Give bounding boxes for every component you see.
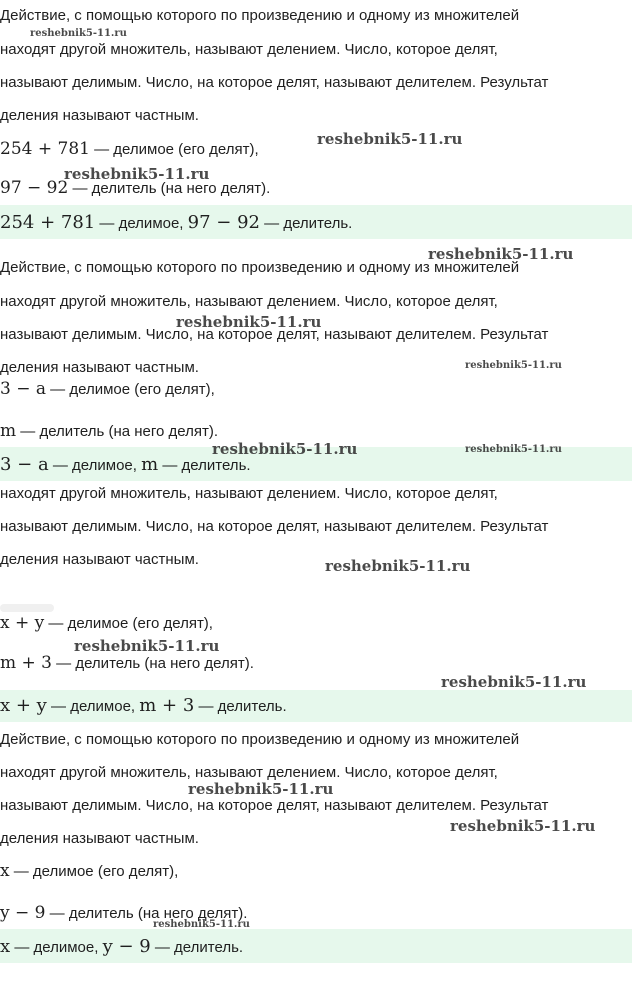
answer-divisor-label: — делитель.	[158, 457, 251, 474]
answer-dividend-expression: x	[0, 936, 11, 957]
answer-divisor-label: — делитель.	[194, 698, 287, 715]
answer-dividend-expression: x + y	[0, 695, 47, 716]
divisor-label: — делитель (на него делят).	[45, 905, 248, 922]
smudge-mark	[0, 604, 54, 612]
answer-dividend-label: — делимое,	[10, 939, 103, 956]
definition-line: называют делимым. Число, на которое делят, называют делителем. Результат	[0, 797, 549, 814]
dividend-expression: 3 − a	[0, 379, 47, 399]
answer-divisor-expression: 97 − 92	[187, 212, 260, 233]
watermark: reshebnik5-11.ru	[441, 673, 587, 691]
dividend-expression: x	[0, 861, 10, 881]
answer-line	[0, 213, 632, 234]
definition-line: деления называют частным.	[0, 830, 199, 847]
definition-line: находят другой множитель, называют делением. Число, которое делят,	[0, 41, 498, 58]
answer-dividend-label: — делимое,	[46, 698, 140, 715]
watermark: reshebnik5-11.ru	[30, 28, 127, 39]
watermark: reshebnik5-11.ru	[450, 817, 596, 835]
definition-line: называют делимым. Число, на которое делят, называют делителем. Результат	[0, 74, 549, 91]
definition-line: деления называют частным.	[0, 359, 199, 376]
definition-line: деления называют частным.	[0, 107, 199, 124]
answer-divisor-expression: m + 3	[139, 695, 195, 716]
definition-line: Действие, с помощью которого по произведению и одному из множителей	[0, 7, 520, 24]
dividend-line	[0, 379, 632, 400]
answer-line	[0, 455, 632, 476]
answer-dividend-label: — делимое,	[95, 215, 188, 232]
definition-line: называют делимым. Число, на которое делят, называют делителем. Результат	[0, 518, 549, 535]
definition-line: Действие, с помощью которого по произведению и одному из множителей	[0, 731, 520, 748]
dividend-label: — делимое (его делят),	[89, 141, 259, 158]
dividend-expression: 254 + 781	[0, 139, 90, 159]
dividend-line	[0, 861, 632, 882]
dividend-label: — делимое (его делят),	[44, 615, 213, 632]
answer-line	[0, 696, 632, 717]
definition-line: находят другой множитель, называют делением. Число, которое делят,	[0, 764, 498, 781]
answer-dividend-label: — делимое,	[48, 457, 142, 474]
divisor-expression: y − 9	[0, 903, 46, 923]
divisor-line	[0, 653, 632, 674]
definition-line: находят другой множитель, называют делением. Число, которое делят,	[0, 293, 498, 310]
answer-dividend-expression: 3 − a	[0, 454, 49, 475]
watermark: reshebnik5-11.ru	[325, 557, 471, 575]
divisor-expression: m	[0, 421, 17, 441]
watermark: reshebnik5-11.ru	[188, 780, 334, 798]
dividend-label: — делимое (его делят),	[46, 381, 215, 398]
dividend-expression: x + y	[0, 613, 45, 633]
watermark: reshebnik5-11.ru	[317, 130, 463, 148]
dividend-label: — делимое (его делят),	[9, 863, 179, 880]
answer-divisor-expression: m	[141, 454, 159, 475]
answer-divisor-expression: y − 9	[102, 936, 151, 957]
dividend-line	[0, 139, 632, 160]
answer-divisor-label: — делитель.	[260, 215, 353, 232]
definition-line: Действие, с помощью которого по произведению и одному из множителей	[0, 259, 520, 276]
watermark: reshebnik5-11.ru	[176, 313, 322, 331]
divisor-line	[0, 421, 632, 442]
watermark: reshebnik5-11.ru	[465, 444, 562, 455]
watermark: reshebnik5-11.ru	[465, 360, 562, 371]
answer-dividend-expression: 254 + 781	[0, 212, 96, 233]
dividend-line	[0, 613, 632, 634]
watermark: reshebnik5-11.ru	[64, 165, 210, 183]
watermark: reshebnik5-11.ru	[74, 637, 220, 655]
divisor-label: — делитель (на него делят).	[52, 655, 254, 672]
watermark: reshebnik5-11.ru	[153, 919, 250, 930]
divisor-expression: 97 − 92	[0, 178, 69, 198]
answer-divisor-label: — делитель.	[150, 939, 244, 956]
divisor-line	[0, 903, 632, 924]
answer-line	[0, 937, 632, 958]
definition-line: находят другой множитель, называют делением. Число, которое делят,	[0, 485, 498, 502]
divisor-label: — делитель (на него делят).	[68, 180, 271, 197]
watermark: reshebnik5-11.ru	[212, 440, 358, 458]
divisor-label: — делитель (на него делят).	[16, 423, 219, 440]
definition-line: деления называют частным.	[0, 551, 199, 568]
definition-line: называют делимым. Число, на которое делят, называют делителем. Результат	[0, 326, 549, 343]
watermark: reshebnik5-11.ru	[428, 245, 574, 263]
divisor-expression: m + 3	[0, 653, 52, 673]
